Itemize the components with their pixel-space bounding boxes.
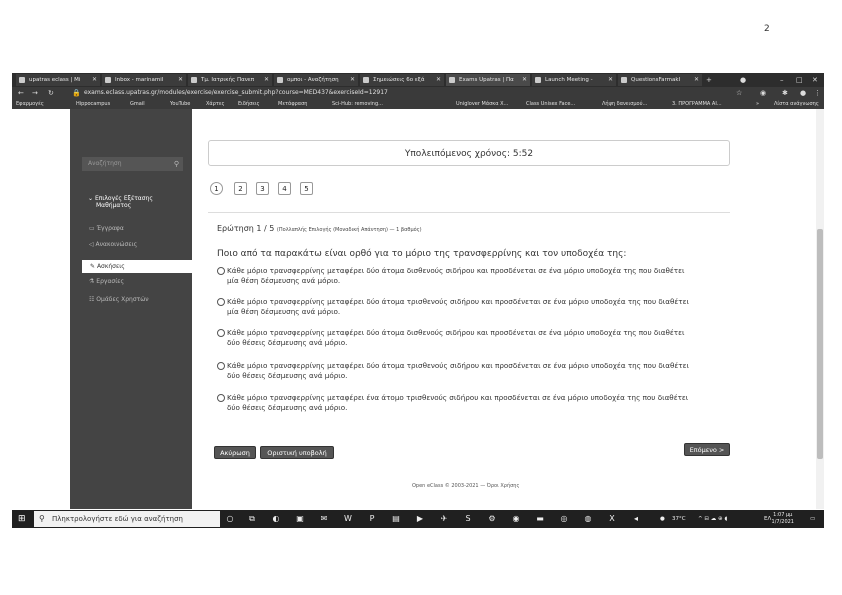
question-nav-1[interactable]: 1 [210,182,223,195]
star-icon[interactable]: ☆ [736,89,743,97]
browser-tab[interactable]: Τμ. Ιατρικής Πανεπ ✕ [188,74,272,86]
search-icon[interactable]: ⚲ [173,160,179,168]
browser-tab[interactable]: Inbox - marinamil ✕ [102,74,186,86]
menu-icon[interactable]: ⋮ [814,89,821,97]
tab-favicon-icon [105,77,111,83]
tab-favicon-icon [277,77,283,83]
bookmark-programma[interactable]: 3. ΠΡΟΓΡΑΜΜΑ ΑΙ... [672,101,722,107]
excel-icon[interactable]: X [609,514,615,523]
reading-list[interactable]: Λίστα ανάγνωσης [774,101,819,107]
store-icon[interactable]: ▣ [296,514,304,523]
bookmarks-overflow[interactable]: » [756,101,760,107]
cancel-button[interactable]: Ακύρωση [214,446,256,459]
address-bar-row [12,87,824,99]
answer-option-2[interactable]: Κάθε μόριο τρανσφερρίνης μεταφέρει δύο άτομα τρισθενούς σιδήρου και προσδένεται σε ένα μόριο υποδοχέα της που διαθέτει μία θέση δέσμευσης ανά μόριο. [217,297,737,317]
tab-favicon-icon [363,77,369,83]
taskbar [12,510,824,528]
lock-icon: 🔒 [72,89,81,97]
profile-icon[interactable]: ● [740,76,747,84]
tab-favicon-icon [191,77,197,83]
spotify-icon[interactable]: ◉ [512,514,520,523]
zoom-icon[interactable]: ▬ [536,514,544,523]
megaphone-icon: ◁ [89,241,96,248]
sidebar-item-announcements[interactable]: ◁ Ανακοινώσεις [89,241,138,248]
notifications-icon[interactable]: ▭ [810,516,816,522]
question-text: Ποιο από τα παρακάτω είναι ορθό για το μόριο της τρανσφερρίνης και τον υποδοχέα της: [217,249,627,259]
browser-tab-bar [12,73,824,87]
next-button[interactable]: Επόμενο > [684,443,730,456]
sidebar-section-title[interactable]: ⌄ Επιλογές Εξέτασης Μαθήματος [88,195,153,209]
flask-icon: ⚗ [89,278,97,285]
bookmarks-bar [12,99,824,109]
close-tab-icon[interactable]: ✕ [91,76,97,83]
close-tab-icon[interactable]: ✕ [693,76,699,83]
account-icon[interactable]: ● [800,89,807,97]
answer-option-3[interactable]: Κάθε μόριο τρανσφερρίνης μεταφέρει δύο άτομα δισθενούς σιδήρου και προσδένεται σε ένα μόριο υποδοχέα της που διαθέτει δύο θέσεις δέσμευσης ανά μόριο. [217,328,737,348]
weather-temperature[interactable]: 37°C [672,516,686,522]
radio-button[interactable] [217,298,225,306]
puzzle-icon[interactable]: ✱ [782,89,788,97]
browser-tab[interactable]: QuestionsFarmakI ✕ [618,74,702,86]
close-window-icon[interactable]: ✕ [812,76,818,84]
radio-button[interactable] [217,394,225,402]
answer-option-1[interactable]: Κάθε μόριο τρανσφερρίνης μεταφέρει δύο άτομα δισθενούς σιδήρου και προσδένεται σε ένα μόριο υποδοχέα της που διαθέτει μία θέση δέσμευσης ανά μόριο. [217,266,737,286]
browser-tab[interactable]: Σημειώσεις 6ο εξά ✕ [360,74,444,86]
close-tab-icon[interactable]: ✕ [263,76,269,83]
system-tray-icons[interactable]: ^ ⊟ ☁ ⊕ ◖ [698,516,728,522]
pencil-icon: ✎ [90,263,97,270]
answer-option-4[interactable]: Κάθε μόριο τρανσφερρίνης μεταφέρει δύο άτομα τρισθενούς σιδήρου και προσδένεται σε ένα μόριο υποδοχέα της που διαθέτει δύο θέσεις δέσμευσης ανά μόριο. [217,361,737,381]
close-tab-icon[interactable]: ✕ [607,76,613,83]
weather-icon: ● [660,516,665,522]
page-number: 2 [764,24,770,34]
tab-favicon-icon [535,77,541,83]
powerpoint-icon[interactable]: P [369,514,375,523]
radio-button[interactable] [217,329,225,337]
close-tab-icon[interactable]: ✕ [521,76,527,83]
task-view-icon[interactable]: ⧉ [249,514,255,523]
bookmark-translate[interactable]: Μετάφραση [278,101,308,107]
bookmark-class-unisex[interactable]: Class Unisex Face... [526,101,576,107]
tab-favicon-icon [19,77,25,83]
close-tab-icon[interactable]: ✕ [349,76,355,83]
browser-tab[interactable]: upatras eclass | Mi ✕ [16,74,100,86]
browser-tab-active[interactable]: Exams Upatras | Πα ✕ [446,74,530,86]
bookmark-scihub[interactable]: Sci-Hub: removing... [332,101,383,107]
firefox-icon[interactable]: ◍ [584,514,592,523]
question-nav-2[interactable]: 2 [234,182,247,195]
bookmark-hippocampus[interactable]: Hippocampus [76,101,111,107]
remaining-time-banner: Υπολειπόμενος χρόνος: 5:52 [208,140,730,166]
tab-favicon-icon [449,77,455,83]
sidebar-item-assignments[interactable]: ⚗ Εργασίες [89,278,124,285]
sidebar-item-documents[interactable]: ▭ Έγγραφα [89,225,124,232]
video-icon[interactable]: ▶ [416,514,424,523]
chrome-icon[interactable]: ◎ [560,514,568,523]
sidebar-item-exercises[interactable]: ✎ Ασκήσεις [82,260,192,273]
bookmark-youtube[interactable]: YouTube [170,101,191,107]
cortana-icon[interactable]: ○ [226,514,234,523]
bookmark-loan[interactable]: Λήψη δανεισμού... [602,101,648,107]
windows-start-icon[interactable]: ⊞ [18,514,26,524]
maximize-icon[interactable]: □ [796,76,803,84]
question-nav-3[interactable]: 3 [256,182,269,195]
edge-icon[interactable]: ◐ [272,514,280,523]
url-field[interactable]: exams.eclass.upatras.gr/modules/exercise/exercise_submit.php?course=MED437&exerciseId=12917 [84,89,388,96]
word-icon[interactable]: W [344,514,352,523]
sidebar [70,109,192,509]
file-explorer-icon[interactable]: ▤ [392,514,400,523]
final-submit-button[interactable]: Οριστική υποβολή [260,446,334,459]
page-footer: Open eClass © 2003-2021 — Όροι Χρήσης [412,483,520,489]
bookmark-gmail[interactable]: Gmail [130,101,145,107]
radio-button[interactable] [217,267,225,275]
mail-icon[interactable]: ✉ [320,514,328,523]
chevron-down-icon: ⌄ [88,195,95,202]
forward-icon[interactable]: → [32,89,38,97]
bookmark-uniglover[interactable]: Uniglover Μάσκα Χ... [456,101,509,107]
taskbar-search-input[interactable]: ⚲ Πληκτρολογήστε εδώ για αναζήτηση [34,511,220,527]
minimize-icon[interactable]: – [780,76,784,84]
question-header: Ερώτηση 1 / 5 (Πολλαπλής Επιλογής (Μοναδική Απάντηση) — 1 βαθμός) [217,224,422,233]
new-tab-button[interactable]: + [706,76,712,84]
scrollbar-thumb[interactable] [817,229,823,459]
search-icon: ⚲ [39,514,45,523]
question-nav-5[interactable]: 5 [300,182,313,195]
bookmark-maps[interactable]: Χάρτες [206,101,225,107]
skype-icon[interactable]: S [465,514,471,523]
settings-icon[interactable]: ⚙ [488,514,496,523]
question-nav-4[interactable]: 4 [278,182,291,195]
tab-favicon-icon [621,77,627,83]
page-scrollbar[interactable] [816,109,824,509]
question-meta: (Πολλαπλής Επιλογής (Μοναδική Απάντηση) — 1 βαθμός) [276,227,422,233]
taskbar-clock[interactable]: 1:07 μμ 1/7/2021 [771,512,794,525]
close-tab-icon[interactable]: ✕ [177,76,183,83]
browser-tab[interactable]: Launch Meeting - ✕ [532,74,616,86]
users-icon: ☷ [89,296,97,303]
send-icon[interactable]: ◂ [633,514,638,523]
bookmark-news[interactable]: Ειδήσεις [238,101,260,107]
browser-tab[interactable]: ομποι - Αναζήτηση ✕ [274,74,358,86]
close-tab-icon[interactable]: ✕ [435,76,441,83]
answer-option-5[interactable]: Κάθε μόριο τρανσφερρίνης μεταφέρει ένα άτομο τρισθενούς σιδήρου και προσδένεται σε ένα μόριο υποδοχέα της που διαθέτει δύο θέσεις δέσμευσης ανά μόριο. [217,393,737,413]
sidebar-search-input[interactable]: Αναζήτηση ⚲ [82,157,183,171]
language-indicator[interactable]: ΕΛ [764,516,772,522]
folder-icon: ▭ [89,225,97,232]
back-icon[interactable]: ← [18,89,24,97]
reload-icon[interactable]: ↻ [48,89,54,97]
telegram-icon[interactable]: ✈ [440,514,448,523]
sidebar-item-groups[interactable]: ☷ Ομάδες Χρηστών [89,296,149,303]
extension-icon[interactable]: ◉ [760,89,767,97]
radio-button[interactable] [217,362,225,370]
bookmark-apps[interactable]: Εφαρμογές [16,101,44,107]
